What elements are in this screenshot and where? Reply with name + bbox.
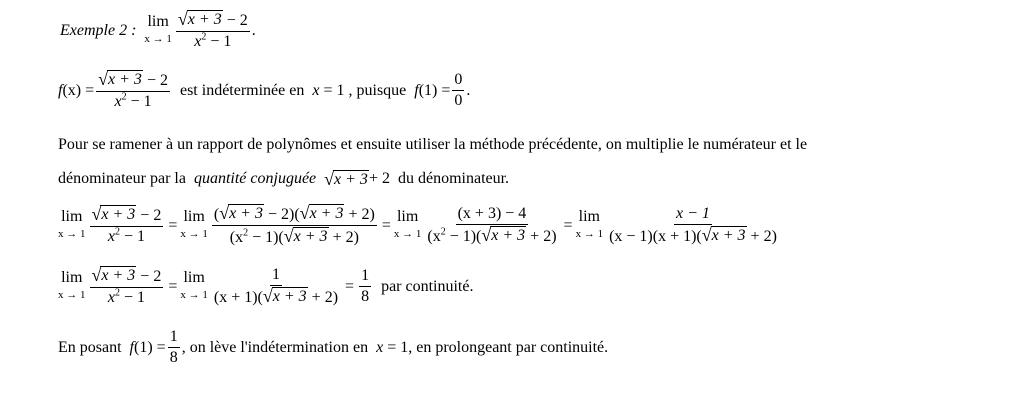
limit-operator: lim x → 1: [144, 13, 172, 45]
zero-over-zero: $\frac{0}{0}$: [454, 71, 463, 109]
function-definition: f (x) = √ x + 3 − 2 $x^2 - 1$ est indéterminée en x = 1 , puisque f (1) = $\frac{0}{0}$ .: [58, 69, 471, 110]
example-heading: [60, 10, 256, 51]
paragraph-method: Pour se ramener à un rapport de polynômes et ensuite utiliser la méthode précédente, on multiplie le numérateur et le: [58, 136, 808, 153]
limit-computation: lim x → 1 √ x + 3 − 2 $x^2 - 1$ = lim x → 1 ( √ x + 3 − 2)( √ x + 3 + 2) $(x^2 - 1)$( √ x + 3 + 2) = lim x → 1 (x + 3) − 4 $(x^2 - 1)$( √ x + 3 + 2) = lim x → 1 x − 1 (x − 1)(x + 1)( √ x + 3 + 2): [58, 203, 777, 246]
continuity-text: par continuité.: [381, 277, 474, 295]
example-period: .: [251, 21, 256, 39]
conclusion: En posant f (1) = $\frac{1}{8}$ , on lève l'indétermination en x = 1, en prolongeant par continuité.: [58, 328, 609, 366]
example-fraction: √ x + 3 − 2 $x^2 - 1$: [177, 9, 248, 50]
conjugate-term: quantité conjuguée: [193, 170, 317, 187]
one-eighth: $\frac{1}{8}$: [361, 267, 370, 305]
function-fraction: √ x + 3 − 2 $x^2 - 1$: [98, 69, 168, 110]
paragraph-conjugate: dénominateur par la quantité conjuguée √ x + 3 + 2 du dénominateur.: [58, 169, 510, 189]
indeterminate-text: est indéterminée en: [179, 81, 305, 99]
example-label: Exemple 2 :: [60, 21, 137, 39]
limit-result: lim x → 1 √ x + 3 − 2 $x^2 - 1$ = lim x → 1 1 (x + 1)( √ x + 3 + 2) = $\frac{1}{8}$ par continuité.: [58, 265, 474, 306]
